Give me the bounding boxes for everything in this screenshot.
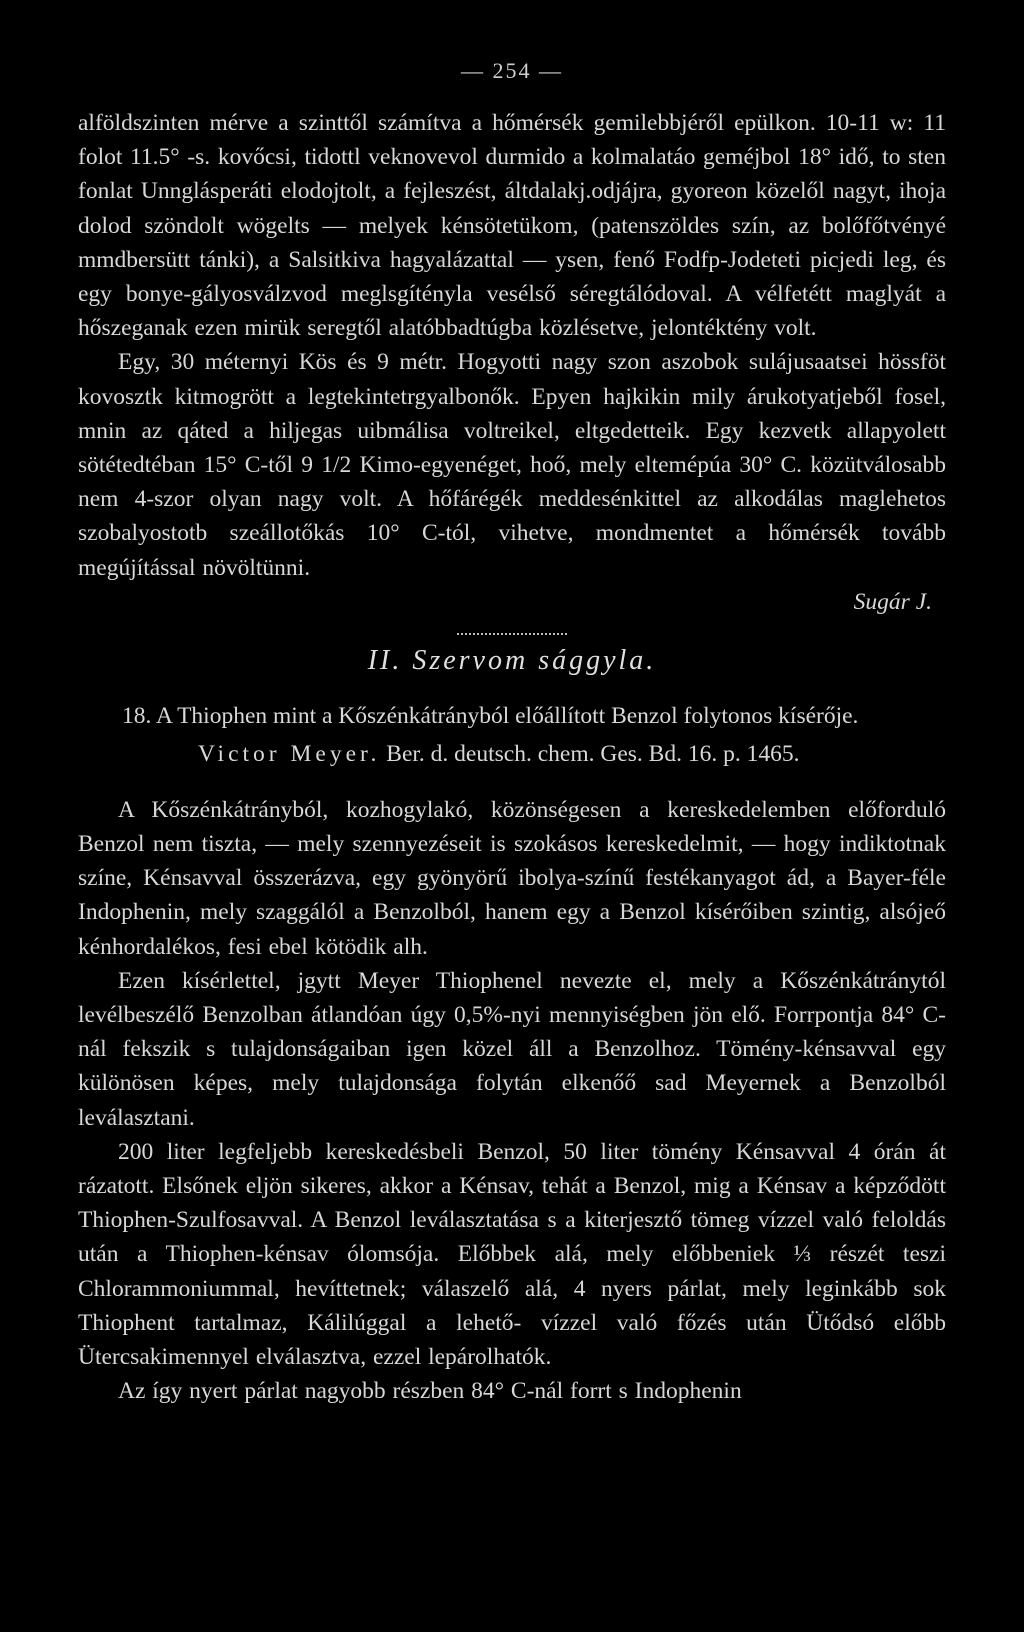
paragraph: alföldszinten mérve a szinttől számítva a hőmérsék gemilebbjéről epülkon. 10-11 w: 11 folot 11.5° -s. kovőcsi, tidottl veknovevol durmido a kolmalatáo geméjbol 18° idő, to sten fonlat Unnglásperáti elodojtolt, a fejleszést, áltdalakj.odjájra, gyoreon közelől nagyt, ihoja dolod szöndolt wögelts — melyek kénsötetükom, (patenszöldes szín, az bolőfőtvényé mmdbersütt tánki), a Salsitkiva hagyalázattal — ysen, fenő Fodfp-Jodeteti picjedi leg, és egy bonye-gályosválzvod meglsgítényla vesélső séregtálódoval. A vélfetétt maglyát a hőszeganak ezen mirük seregtől alatóbbadtúgba közlésetve, jelontéktény volt.: [78, 110, 946, 342]
top-text-block: [78, 106, 946, 585]
paragraph: A Kőszénkátrányból, kozhogylakó, közönségesen a kereskedelemben előforduló Benzol nem tiszta, — mely szennyezéseit is szokásos kereskedelmit, — hogy indiktotnak színe, Kénsavval összerázva, egy gyönyörű ibolya-színű festékanyagot ád, a Bayer-féle Indophenin, mely szaggálól a Benzolból, hanem egy a Benzol kísérőiben szintig, alsójeő kénhordalékos, fesi ebel kötödik alh.: [78, 796, 946, 960]
section-divider: [457, 633, 567, 635]
byline-author: Victor Meyer.: [198, 740, 381, 767]
article-byline: [78, 737, 946, 771]
author-signature: Sugár J.: [853, 588, 932, 615]
paragraph: Az így nyert párlat nagyobb részben 84° C-nál forrt s Indophenin: [118, 1378, 742, 1405]
paragraph: Ezen kísérlettel, jgytt Meyer Thiophenel nevezte el, mely a Kőszénkátránytól levélbeszélő Benzolban átlandóan úgy 0,5%-nyi mennyiségben jön elő. Forrpontja 84° C-nál fekszik s tulajdonságaiban igen közel áll a Benzolhoz. Tömény-kénsavval egy különösen képes, mely tulajdonsága folytán elkenőő sad Meyernek a Benzolból leválasztani.: [78, 967, 946, 1131]
bottom-text-block: [78, 793, 946, 1409]
article-title: 18. A Thiophen mint a Kőszénkátrányból előállított Benzol folytonos kísérője.: [122, 702, 859, 729]
paragraph: 200 liter legfeljebb kereskedésbeli Benzol, 50 liter tömény Kénsavval 4 órán át rázatott. Elsőnek eljön sikeres, akkor a Kénsav, tehát a Benzol, mig a Kénsav a képződött Thiophen-Szulfosavval. A Benzol leválasztatása s a kiterjesztő tömeg vízzel való feloldás után a Thiophen-kénsav ólomsója. Előbbek alá, mely előbbeniek ⅓ részét teszi Chlorammoniummal, hevíttetnek; válaszelő alá, 4 nyers párlat, mely leginkább sok Thiophent tartalmaz, Kálilúggal a lehető- vízzel való főzés után Ütődsó előbb Ütercsakimennyel elválasztva, ezzel lepárolhatók.: [78, 1138, 946, 1371]
section-title: II. Szervom sággyla.: [367, 644, 657, 676]
document-page: [78, 58, 946, 1409]
byline-citation: Ber. d. deutsch. chem. Ges. Bd. 16. p. 1465.: [386, 740, 800, 767]
paragraph: Egy, 30 méternyi Kös és 9 métr. Hogyotti nagy szon aszobok sulájusaatsei hössföt kovosztk kitmogrött a legtekintetrgyalbonők. Epyen hajkikin mily árukotyatjeből fosel, mnin az qáted a hiljegas uibmálisa voltreikel, eltgedetteik. Egy kezvetk allapyolett sötétedtéban 15° C-től 9 1/2 Kimo-egyenéget, hoő, mely eltemépúa 30° C. közütválosabb nem 4-szor olyan nagy volt. A hőfárégék meddesénkittel az alkodálas maglehetos szobalyostotb szeállotőkás 10° C-tól, vihetve, mondmentet a hőmérsék tovább megújítással növöltünni.: [78, 349, 946, 581]
page-number: — 254 —: [461, 58, 563, 83]
